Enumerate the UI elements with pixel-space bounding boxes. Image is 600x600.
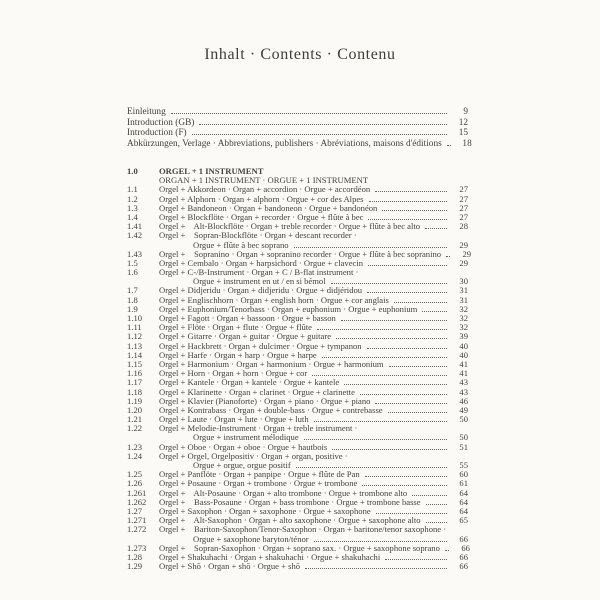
dot-leader	[447, 145, 451, 146]
toc-entry-page: 39	[459, 331, 468, 342]
toc-entry-page: 51	[459, 441, 468, 452]
toc-entry-page: 30	[459, 276, 468, 287]
toc-row	[127, 313, 468, 322]
dot-leader	[425, 228, 447, 229]
toc-entry-number: 1.19	[127, 395, 143, 406]
toc-entry-text: Orgel + Panflöte · Organ + panpipe · Orgue + flûte de Pan	[159, 469, 360, 480]
front-matter-list	[127, 107, 472, 149]
toc-row	[127, 194, 468, 203]
dot-leader	[362, 485, 447, 486]
section-heading-row	[127, 166, 468, 175]
toc-entry-page: 43	[459, 386, 468, 397]
toc-entry-number: 1.23	[127, 441, 143, 452]
dot-leader	[192, 134, 447, 135]
front-matter-row	[127, 128, 468, 139]
dot-leader	[360, 394, 447, 395]
dot-leader	[426, 504, 447, 505]
toc-row	[127, 240, 468, 249]
toc-entry-number: 1.7	[127, 285, 138, 296]
toc-entry-page: 29	[462, 248, 472, 259]
toc-entry-page: 28	[459, 221, 468, 232]
dot-leader	[375, 403, 447, 404]
toc-entry-number: 1.273	[127, 542, 147, 553]
toc-entry-text: Orgel + Alphorn · Organ + alphorn · Orgue + cor des Alpes	[159, 193, 364, 204]
toc-entry-number: 1.42	[127, 230, 143, 241]
toc-row	[127, 506, 468, 515]
dot-leader	[314, 541, 447, 542]
toc-row	[127, 451, 468, 460]
toc-row	[127, 515, 468, 524]
dot-leader	[422, 311, 447, 312]
dot-leader	[368, 219, 447, 220]
toc-entry-text: Introduction (F)	[127, 128, 187, 139]
toc-entry-page: 60	[459, 469, 468, 480]
toc-entry-page: 40	[459, 349, 468, 360]
toc-entry-text: Orgel + Sopran-Saxophon · Organ + soprano sax. · Orgue + saxophone soprano	[159, 542, 440, 553]
toc-row	[127, 469, 468, 478]
toc-entry-page: 64	[459, 496, 468, 507]
toc-entry-page: 50	[459, 414, 468, 425]
toc-entry-text: Orgel + Bass-Posaune · Organ + bass trombone · Orgue + trombone basse	[159, 496, 421, 507]
toc-entry-text: Orgel + Harfe · Organ + harp · Orgue + harpe	[159, 349, 317, 360]
toc-entry-text: Orgue + instrument en ut / en si bémol	[193, 276, 326, 287]
toc-entry-page: 12	[458, 117, 468, 128]
toc-entry-text: Orgel + Alt-Posaune · Organ + alto trombone · Orgue + trombone alto	[159, 487, 408, 498]
toc-entry-number: 1.8	[127, 294, 138, 305]
toc-entry-text: Orgue + instrument mélodique	[193, 432, 299, 443]
toc-row	[127, 230, 468, 239]
dot-leader	[296, 467, 447, 468]
dot-leader	[367, 292, 447, 293]
toc-entry-text: Orgel + Laute · Organ + lute · Orgue + luth	[159, 414, 309, 425]
dot-leader	[341, 320, 447, 321]
toc-row	[127, 212, 468, 221]
toc-entry-number: 1.5	[127, 257, 138, 268]
toc-entry-page: 32	[459, 322, 468, 333]
toc-row	[127, 488, 468, 497]
toc-entry-text: Orgel + Alt-Saxophon · Organ + alto saxophone · Orgue + saxophone alto	[159, 515, 421, 526]
toc-entry-text: Orgel + Hackbrett · Organ + dulcimer · Orgue + tympanon	[159, 340, 362, 351]
toc-entry-page: 66	[459, 533, 468, 544]
toc-entry-number: 1.43	[127, 248, 143, 259]
toc-entry-number: 1.10	[127, 313, 143, 323]
toc-entry-number: 1.11	[127, 322, 142, 333]
toc-entry-text: Orgue + flûte à bec soprano	[193, 239, 289, 250]
toc-entry-text: Abkürzungen, Verlage · Abbreviations, publishers · Abréviations, maisons d'éditions	[127, 138, 442, 149]
dot-leader	[385, 559, 447, 560]
toc-entry-page: 50	[459, 432, 468, 443]
toc-row	[127, 524, 468, 533]
dot-leader	[367, 348, 447, 349]
toc-entry-page: 61	[459, 478, 468, 489]
toc-entry-page: 9	[463, 107, 468, 117]
toc-row	[127, 331, 468, 340]
toc-entry-text: Orgel + Alt-Blockflöte · Organ + treble recorder · Orgue + flûte à bec alto	[159, 221, 421, 232]
toc-entry-number: 1.0	[127, 166, 138, 176]
toc-row	[127, 414, 468, 423]
toc-entry-list	[127, 166, 472, 572]
toc-entry-number: 1.261	[127, 487, 147, 498]
toc-entry-number: 1.17	[127, 377, 143, 388]
dot-leader	[388, 412, 447, 413]
toc-entry-number: 1.20	[127, 404, 143, 415]
dot-leader	[369, 201, 447, 202]
dot-leader	[344, 384, 447, 385]
toc-entry-text: Orgel + Didjeridu · Organ + didjeridu · Orgue + didjéridou	[159, 285, 363, 296]
toc-entry-text: Einleitung	[127, 107, 166, 117]
toc-entry-text: Orgel + Blockflöte · Organ + recorder · Orgue + flûte à bec	[159, 211, 364, 222]
toc-entry-number: 1.6	[127, 267, 138, 278]
dot-leader	[368, 265, 447, 266]
toc-entry-page: 31	[459, 285, 468, 296]
toc-entry-page: 64	[459, 505, 468, 516]
toc-entry-page: 64	[459, 487, 468, 498]
toc-entry-text: Orgel + Kontrabass · Organ + double-bass · Orgue + contrebasse	[159, 404, 383, 415]
dot-leader	[312, 375, 447, 376]
toc-entry-number: 1.41	[127, 221, 143, 232]
toc-entry-text: ORGEL + 1 INSTRUMENT	[159, 166, 264, 176]
toc-entry-number: 1.9	[127, 303, 138, 314]
dot-leader	[199, 124, 447, 125]
toc-entry-text: Orgel + Bandoneon · Organ + bandoneon · Orgue + bandonéon	[159, 202, 378, 213]
toc-entry-text: Orgel + Shakuhachi · Organ + shakuhachi · Orgue + shakuhachi	[159, 551, 381, 562]
toc-entry-number: 1.28	[127, 551, 143, 562]
toc-entry-number: 1.21	[127, 414, 143, 425]
toc-entry-number: 1.272	[127, 524, 147, 535]
toc-row	[127, 561, 468, 570]
dot-leader	[412, 495, 447, 496]
section-heading-row	[127, 175, 468, 184]
toc-entry-text: Orgel + Akkordeon · Organ + accordion · Orgue + accordéon	[159, 184, 371, 195]
toc-entry-number: 1.15	[127, 358, 143, 369]
toc-row	[127, 203, 468, 212]
toc-entry-text: ORGAN + 1 INSTRUMENT · ORGUE + 1 INSTRUMENT	[159, 175, 369, 186]
toc-row	[127, 442, 468, 451]
toc-row	[127, 276, 468, 285]
toc-entry-text: Orgel + Cembalo · Organ + harpsichord · Orgue + clavecin	[159, 257, 364, 268]
toc-entry-number: 1.12	[127, 331, 143, 342]
toc-entry-text: Orgel + Sopran-Blockflöte · Organ + descant recorder ·	[159, 230, 357, 241]
toc-entry-page: 15	[458, 128, 468, 139]
toc-row	[127, 405, 468, 414]
dot-leader	[365, 476, 447, 477]
dot-leader	[317, 329, 447, 330]
toc-row	[127, 396, 468, 405]
toc-row	[127, 497, 468, 506]
toc-entry-page: 29	[459, 239, 468, 250]
dot-leader	[336, 338, 447, 339]
toc-entry-text: Orgel + Flöte · Organ + flute · Orgue + flûte	[159, 322, 312, 333]
front-matter-row	[127, 107, 468, 118]
dot-leader	[322, 357, 447, 358]
toc-entry-text: Orgel + Melodie-Instrument · Organ + treble instrument ·	[159, 423, 358, 434]
dot-leader	[394, 302, 447, 303]
toc-entry-page: 49	[459, 404, 468, 415]
dot-leader	[294, 247, 447, 248]
toc-entry-page: 55	[459, 460, 468, 470]
toc-entry-page: 43	[459, 377, 468, 388]
dot-leader	[304, 439, 447, 440]
toc-entry-text: Orgel + Sopranino · Organ + sopranino recorder · Orgue + flûte à bec sopranino	[159, 248, 442, 259]
toc-entry-page: 18	[462, 138, 472, 149]
toc-row	[127, 552, 468, 561]
toc-entry-text: Orgue + orgue, orgue positif	[193, 460, 291, 470]
toc-entry-number: 1.3	[127, 202, 138, 213]
toc-row	[127, 432, 468, 441]
toc-entry-text: Orgel + Harmonium · Organ + harmonium · Orgue + harmonium	[159, 358, 384, 369]
toc-entry-number: 1.25	[127, 469, 143, 480]
toc-row	[127, 359, 468, 368]
toc-entry-number: 1.4	[127, 211, 138, 222]
toc-row	[127, 534, 468, 543]
toc-entry-page: 41	[459, 358, 468, 369]
toc-row	[127, 350, 468, 359]
toc-entry-page: 40	[459, 340, 468, 351]
toc-entry-page: 41	[459, 368, 468, 379]
toc-entry-text: Orgel + Saxophon · Organ + saxophone · Orgue + saxophone	[159, 505, 371, 516]
toc-entry-number: 1.271	[127, 515, 147, 526]
toc-entry-page: 31	[459, 294, 468, 305]
toc-entry-text: Orgel + Fagott · Organ + bassoon · Orgue + basson	[159, 313, 336, 323]
toc-row	[127, 377, 468, 386]
toc-entry-text: Orgel + Euphonium/Tenorbass · Organ + euphonium · Orgue + euphonium	[159, 303, 418, 314]
toc-row	[127, 423, 468, 432]
toc-entry-page: 66	[461, 542, 470, 553]
toc-entry-text: Orgel + Oboe · Organ + oboe · Orgue + hautbois	[159, 441, 328, 452]
toc-entry-text: Orgel + Orgel, Orgelpositiv · Organ + organ, positive ·	[159, 450, 348, 461]
dot-leader	[332, 449, 447, 450]
toc-entry-page: 27	[459, 193, 468, 204]
toc-row	[127, 368, 468, 377]
toc-row	[127, 341, 468, 350]
toc-entry-number: 1.14	[127, 349, 143, 360]
toc-entry-page: 32	[459, 303, 468, 314]
toc-entry-number: 1.16	[127, 368, 143, 379]
toc-entry-page: 27	[459, 184, 468, 195]
toc-row	[127, 322, 468, 331]
toc-entry-text: Orgel + C-/B-Instrument · Organ + C / B-flat instrument ·	[159, 267, 359, 278]
toc-entry-number: 1.18	[127, 386, 143, 397]
toc-row	[127, 258, 468, 267]
toc-row	[127, 267, 468, 276]
toc-entry-number: 1.29	[127, 561, 143, 572]
toc-row	[127, 460, 468, 469]
toc-row	[127, 304, 468, 313]
toc-entry-page: 29	[459, 257, 468, 268]
toc-entry-text: Orgel + Shō · Organ + shō · Orgue + shō	[159, 561, 301, 572]
toc-entry-page: 46	[459, 395, 468, 406]
toc-entry-number: 1.24	[127, 450, 143, 461]
front-matter-row	[127, 118, 468, 129]
dot-leader	[445, 550, 449, 551]
toc-row	[127, 543, 468, 552]
toc-row	[127, 387, 468, 396]
dot-leader	[376, 513, 447, 514]
toc-row	[127, 184, 468, 193]
toc-entry-number: 1.1	[127, 184, 138, 195]
toc-entry-text: Orgel + Posaune · Organ + trombone · Orgue + trombone	[159, 478, 358, 489]
dot-leader	[382, 210, 447, 211]
toc-entry-number: 1.262	[127, 496, 147, 507]
toc-row	[127, 478, 468, 487]
toc-entry-text: Orgel + Englischhorn · Organ + english horn · Orgue + cor anglais	[159, 294, 389, 305]
toc-entry-page: 27	[459, 211, 468, 222]
toc-entry-text: Introduction (GB)	[127, 117, 195, 128]
toc-entry-number: 1.2	[127, 193, 138, 204]
toc-entry-text: Orgel + Kantele · Organ + kantele · Orgue + kantele	[159, 377, 340, 388]
toc-entry-text: Orgel + Klavier (Pianoforte) · Organ + piano · Orgue + piano	[159, 395, 371, 406]
dot-leader	[305, 568, 447, 569]
toc-entry-text: Orgel + Klarinette · Organ + clarinet · Orgue + clarinette	[159, 386, 355, 397]
dot-leader	[375, 191, 447, 192]
toc-entry-page: 32	[459, 313, 468, 323]
toc-row	[127, 295, 468, 304]
toc-entry-text: Orgue + saxophone baryton/ténor	[193, 533, 309, 544]
toc-row	[127, 248, 472, 259]
toc-entry-page: 66	[459, 561, 468, 572]
toc-entry-number: 1.22	[127, 423, 143, 434]
front-matter-row	[127, 138, 472, 150]
toc-entry-number: 1.13	[127, 340, 143, 351]
dot-leader	[331, 283, 447, 284]
dot-leader	[426, 522, 447, 523]
dot-leader	[171, 113, 447, 114]
toc-entry-text: Orgel + Gitarre · Organ + guitar · Orgue + guitare	[159, 331, 332, 342]
page-title: Inhalt · Contents · Contenu	[204, 46, 396, 63]
dot-leader	[446, 256, 450, 257]
toc-entry-page: 65	[459, 515, 468, 526]
dot-leader	[314, 421, 447, 422]
toc-entry-number: 1.26	[127, 478, 143, 489]
toc-entry-number: 1.27	[127, 505, 143, 516]
toc-entry-text: Orgel + Horn · Organ + horn · Orgue + cor	[159, 368, 308, 379]
toc-entry-page: 27	[459, 202, 468, 213]
toc-row	[127, 285, 468, 294]
dot-leader	[389, 366, 447, 367]
toc-entry-page: 66	[459, 551, 468, 562]
toc-entry-text: Orgel + Bariton-Saxophon/Tenor-Saxophon · Organ + baritone/tenor saxophone ·	[159, 524, 447, 535]
toc-row	[127, 221, 468, 230]
